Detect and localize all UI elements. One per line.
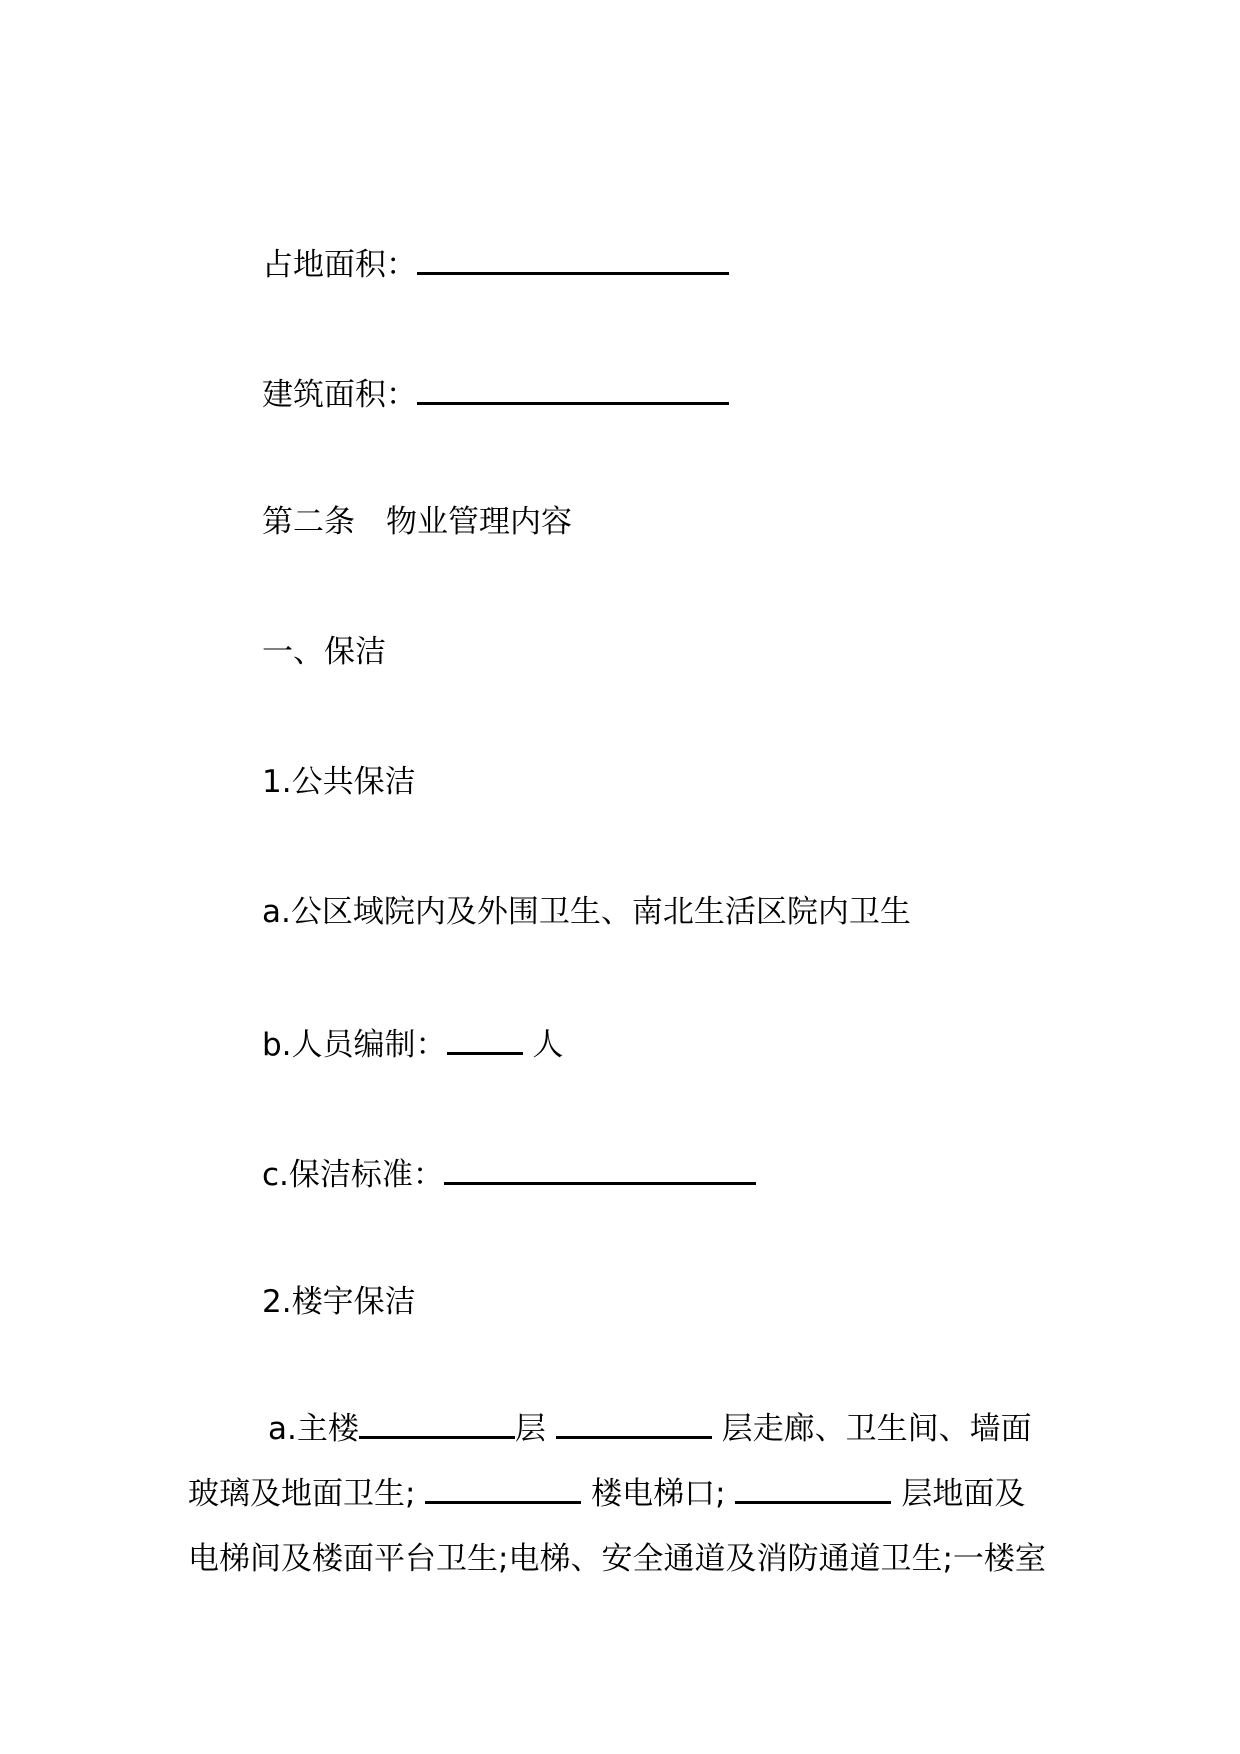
- cleaning-standard-label: c.保洁标准：: [262, 1157, 444, 1193]
- paragraph-text: 玻璃及地面卫生;: [188, 1476, 416, 1512]
- floor-ground-blank[interactable]: [735, 1471, 891, 1504]
- building-area-blank[interactable]: [417, 372, 729, 405]
- building-elevator-blank[interactable]: [425, 1471, 581, 1504]
- land-area-blank[interactable]: [417, 242, 729, 275]
- paragraph-row-1: [188, 1397, 1058, 1462]
- staffing-line: [262, 1022, 563, 1065]
- staffing-label: b.人员编制：: [262, 1027, 447, 1063]
- land-area-line: [262, 242, 729, 285]
- building-area-label: 建筑面积：: [262, 377, 417, 413]
- paragraph-row-3: 电梯间及楼面平台卫生;电梯、安全通道及消防通道卫生;一楼室: [188, 1541, 1046, 1577]
- paragraph-text: 层: [514, 1411, 546, 1447]
- paragraph-text: a.主楼: [268, 1411, 359, 1447]
- paragraph-row-2: [188, 1462, 1058, 1527]
- section-heading: 一、保洁: [262, 634, 386, 670]
- item-public-area: a.公区域院内及外围卫生、南北生活区院内卫生: [262, 894, 911, 930]
- paragraph-text: 层走廊、卫生间、墙面: [721, 1411, 1032, 1447]
- item-public-cleaning: 1.公共保洁: [262, 764, 416, 800]
- staffing-blank[interactable]: [447, 1022, 523, 1055]
- floor-range-blank[interactable]: [556, 1406, 712, 1439]
- cleaning-standard-line: [262, 1152, 756, 1195]
- staffing-unit: 人: [532, 1027, 564, 1063]
- main-building-floor-blank[interactable]: [359, 1406, 515, 1439]
- article-heading: 第二条 物业管理内容: [262, 504, 572, 540]
- paragraph-text: 层地面及: [901, 1476, 1026, 1512]
- paragraph-text: 楼电梯口;: [591, 1476, 726, 1512]
- item-building-cleaning: 2.楼宇保洁: [262, 1284, 416, 1320]
- cleaning-standard-blank[interactable]: [444, 1152, 756, 1185]
- building-area-line: [262, 372, 729, 415]
- land-area-label: 占地面积：: [262, 247, 417, 283]
- building-cleaning-paragraph: [188, 1397, 1058, 1592]
